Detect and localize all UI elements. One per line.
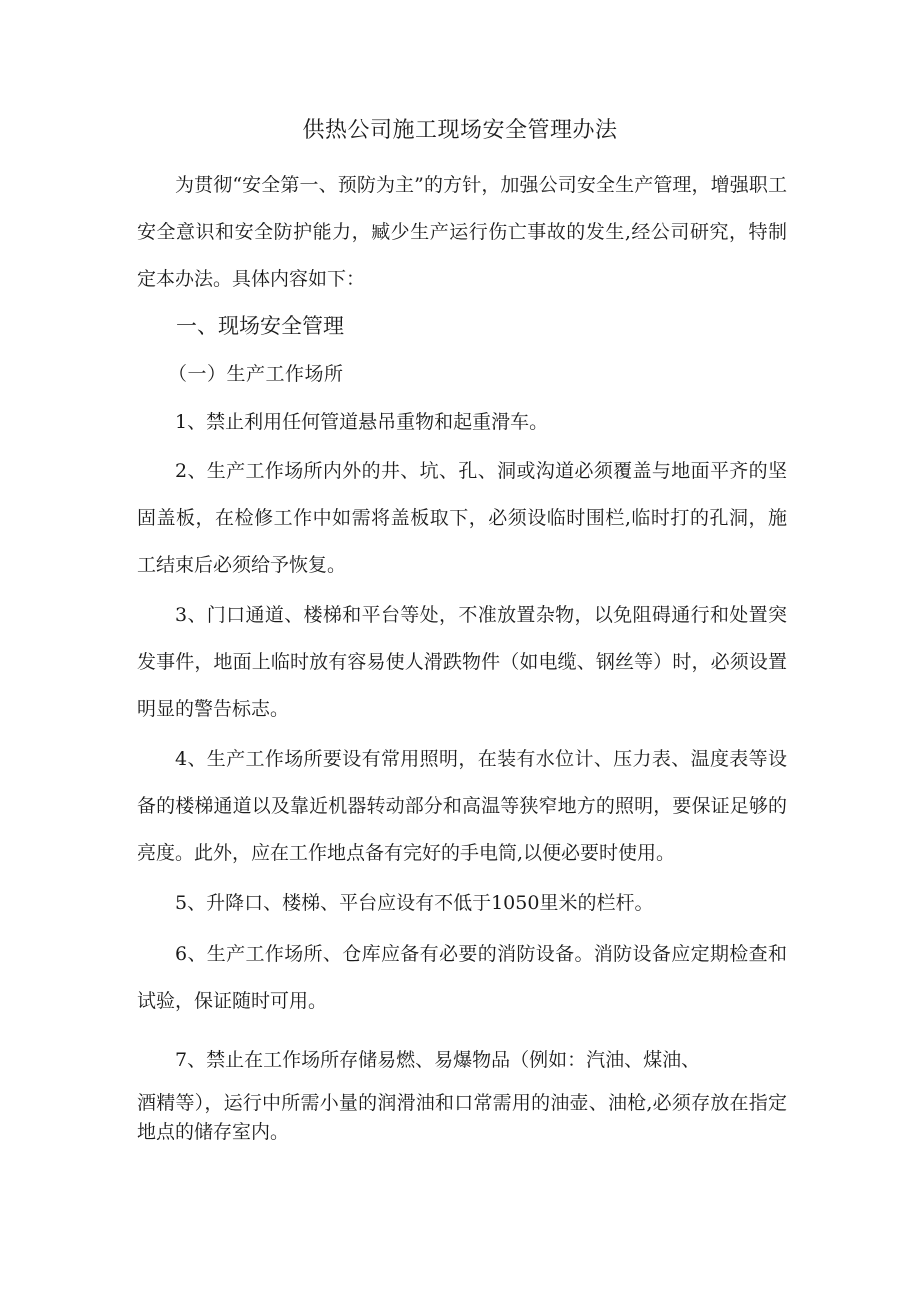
list-item-7-tail: 酒精等），运行中所需小量的润滑油和口常需用的油壶、油枪,必须存放在指定地点的储存室内。	[137, 1092, 787, 1143]
list-item-3: 3、门口通道、楼梯和平台等处，不准放置杂物，以免阻碍通行和处置突发事件，地面上临时放有容易使人滑跌物件（如电缆、钢丝等）时，必须设置明显的警告标志。	[137, 604, 787, 720]
list-item-5: 5、升降口、楼梯、平台应设有不低于1050里米的栏杆。	[175, 892, 654, 914]
section-heading: 一、现场安全管理	[176, 314, 344, 338]
list-item-7-head: 7、禁止在工作场所存储易燃、易爆物品（例如：汽油、煤油、	[175, 1049, 701, 1071]
list-item-1: 1、禁止利用任何管道悬吊重物和起重滑车。	[175, 411, 549, 433]
list-item-2: 2、生产工作场所内外的井、坑、孔、洞或沟道必须覆盖与地面平齐的坚固盖板，在检修工作中如需将盖板取下，必须设临时围栏,临时打的孔洞，施工结束后必须给予恢复。	[137, 460, 787, 576]
list-item-6: 6、生产工作场所、仓库应备有必要的消防设备。消防设备应定期检查和试验，保证随时可用。	[137, 943, 787, 1012]
intro-paragraph: 为贯彻“安全第一、预防为主”的方针，加强公司安全生产管理，增强职工安全意识和安全防护能力，臧少生产运行伤亡事故的发生,经公司研究，特制定本办法。具体内容如下：	[137, 174, 787, 290]
list-item-4: 4、生产工作场所要设有常用照明，在装有水位计、压力表、温度表等设备的楼梯通道以及靠近机器转动部分和高温等狭窄地方的照明，要保证足够的亮度。此外，应在工作地点备有完好的手电筒,以便必要时使用。	[137, 748, 787, 864]
document-title: 供热公司施工现场安全管理办法	[302, 118, 618, 143]
list-item-7	[137, 1037, 787, 1084]
subsection-heading: （一）生产工作场所	[168, 363, 344, 385]
